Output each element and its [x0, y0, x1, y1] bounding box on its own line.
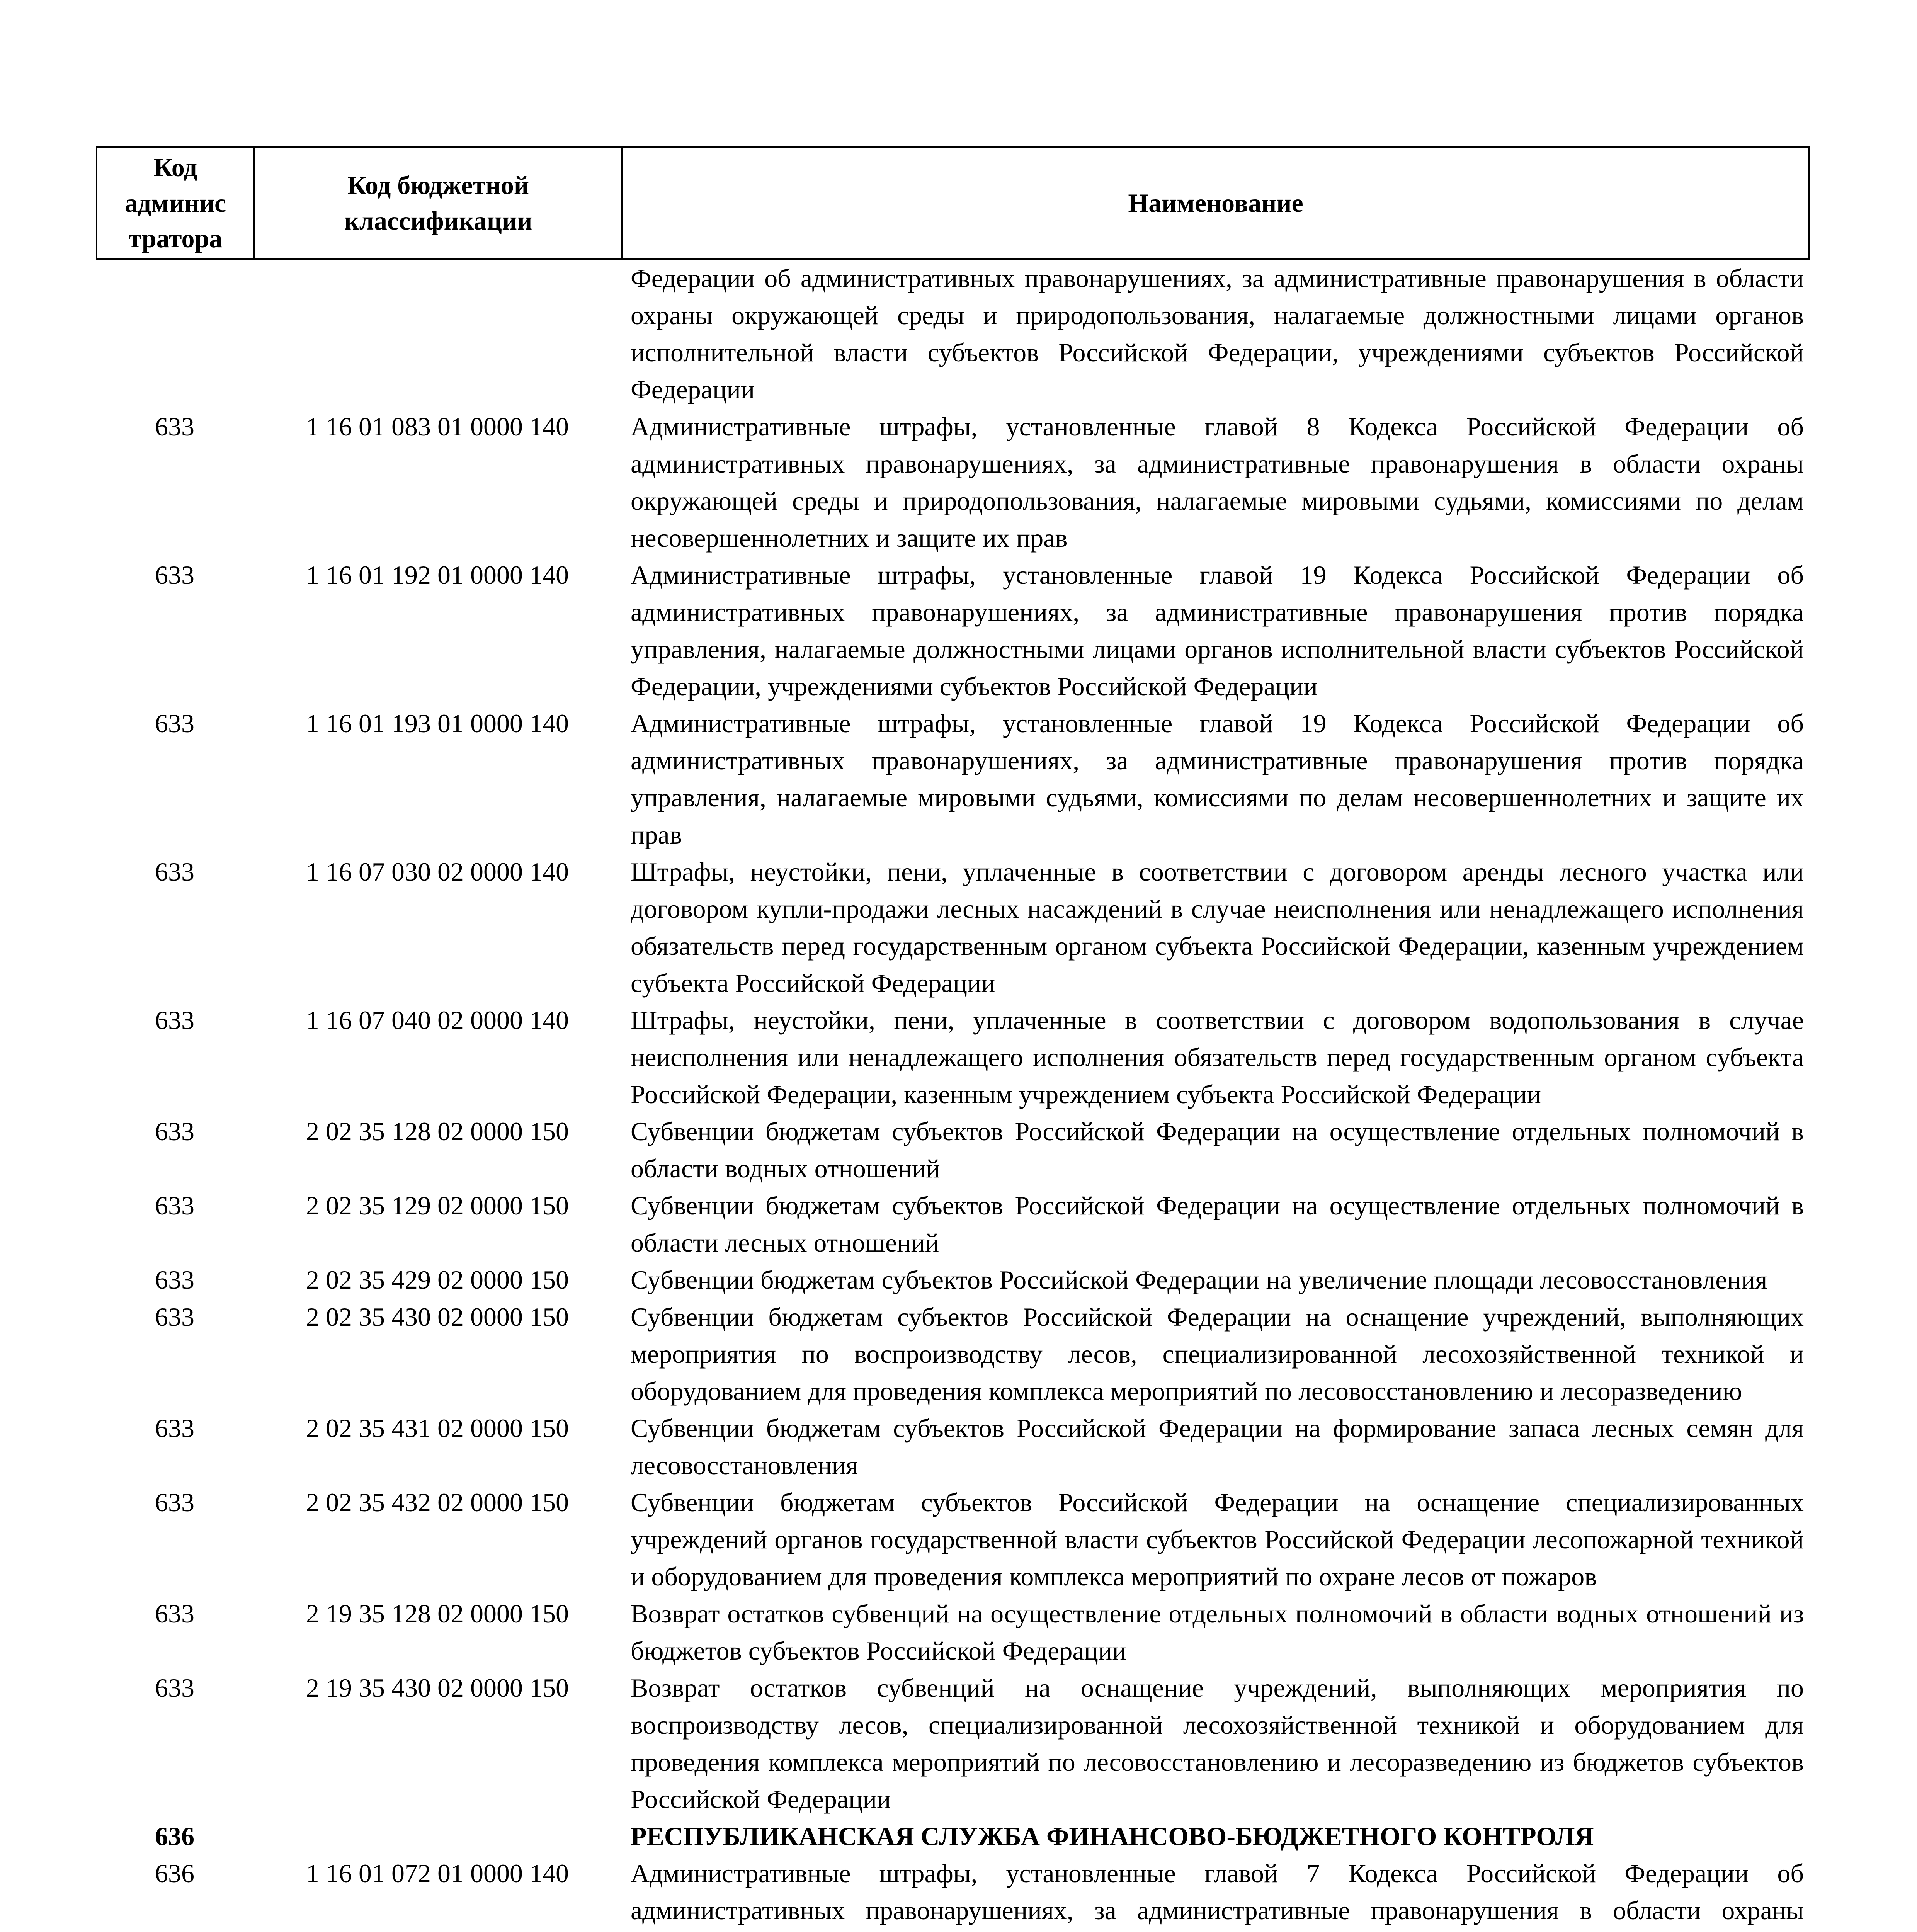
- table-row: [96, 1484, 1810, 1595]
- table-row: [96, 1298, 1810, 1410]
- table-row: [96, 1410, 1810, 1484]
- admin-code-cell: 633: [155, 1005, 194, 1035]
- table-row: [96, 1855, 1810, 1932]
- admin-code-cell: 633: [155, 709, 194, 738]
- admin-code-cell: 633: [155, 1488, 194, 1517]
- budget-code-cell: 1 16 01 193 01 0000 140: [306, 709, 569, 738]
- name-cell: Субвенции бюджетам субъектов Российской Федерации на формирование запаса лесных семян для лесовосстановления: [631, 1413, 1804, 1480]
- table-row: [96, 705, 1810, 853]
- admin-code-cell: 633: [155, 1413, 194, 1443]
- name-cell: Административные штрафы, установленные главой 8 Кодекса Российской Федерации об административных правонарушениях, за административные правонарушения в области охраны окружающей среды и природопользования, налагаемые мировыми судьями, комиссиями по делам несовершеннолетних и защите их прав: [631, 412, 1804, 553]
- table-row: [96, 1669, 1810, 1818]
- admin-code-cell: 633: [155, 1191, 194, 1220]
- name-cell: Административные штрафы, установленные главой 7 Кодекса Российской Федерации об административных правонарушениях, за административные правонарушения в области охраны: [631, 1859, 1804, 1925]
- name-cell: Административные штрафы, установленные главой 19 Кодекса Российской Федерации об административных правонарушениях, за административные правонарушения против порядка управления, налагаемые должностными лицами органов исполнительной власти субъектов Российской Федерации, учреждениями субъектов Российской Федерации: [631, 560, 1804, 701]
- budget-code-cell: 1 16 07 030 02 0000 140: [306, 857, 569, 886]
- header-admin-code: Код админис тратора: [96, 148, 253, 258]
- table-row: [96, 1261, 1810, 1298]
- table-row: [96, 1595, 1810, 1669]
- admin-code-cell: 633: [155, 412, 194, 441]
- name-cell: Административные штрафы, установленные главой 19 Кодекса Российской Федерации об административных правонарушениях, за административные правонарушения против порядка управления, налагаемые мировыми судьями, комиссиями по делам несовершеннолетних и защите их прав: [631, 709, 1804, 849]
- name-cell: Субвенции бюджетам субъектов Российской Федерации на увеличение площади лесовосстановления: [631, 1265, 1767, 1294]
- budget-code-cell: 2 19 35 128 02 0000 150: [306, 1599, 569, 1628]
- name-cell: Штрафы, неустойки, пени, уплаченные в соответствии с договором аренды лесного участка или договором купли-продажи лесных насаждений в случае неисполнения или ненадлежащего исполнения обязательств перед государственным органом субъекта Российской Федерации, казенным учреждением субъекта Российской Федерации: [631, 857, 1804, 998]
- admin-code-cell: 636: [155, 1859, 194, 1888]
- admin-code-cell: 633: [155, 857, 194, 886]
- budget-code-cell: 1 16 07 040 02 0000 140: [306, 1005, 569, 1035]
- budget-code-cell: 2 02 35 429 02 0000 150: [306, 1265, 569, 1294]
- admin-code-cell: 633: [155, 1265, 194, 1294]
- name-cell: Субвенции бюджетам субъектов Российской Федерации на осуществление отдельных полномочий в области водных отношений: [631, 1117, 1804, 1183]
- budget-code-cell: 2 02 35 430 02 0000 150: [306, 1302, 569, 1332]
- admin-code-cell: 633: [155, 1599, 194, 1628]
- budget-code-cell: 1 16 01 072 01 0000 140: [306, 1859, 569, 1888]
- name-cell: Возврат остатков субвенций на осуществление отдельных полномочий в области водных отношений из бюджетов субъектов Российской Федерации: [631, 1599, 1804, 1665]
- name-cell: Субвенции бюджетам субъектов Российской Федерации на оснащение учреждений, выполняющих мероприятия по воспроизводству лесов, специализированной лесохозяйственной техникой и оборудованием для проведения комплекса мероприятий по лесовосстановлению и лесоразведению: [631, 1302, 1804, 1406]
- header-budget-code: Код бюджетной классификации: [253, 148, 621, 258]
- budget-code-cell: 2 02 35 432 02 0000 150: [306, 1488, 569, 1517]
- table-row: [96, 260, 1810, 408]
- budget-code-cell: [253, 260, 621, 408]
- table-row: [96, 1002, 1810, 1113]
- table-body: [96, 260, 1810, 1932]
- budget-classification-table: [96, 146, 1810, 1932]
- budget-code-cell: 2 02 35 128 02 0000 150: [306, 1117, 569, 1146]
- budget-code-cell: [253, 1818, 621, 1855]
- table-row: [96, 408, 1810, 556]
- budget-code-cell: 2 02 35 431 02 0000 150: [306, 1413, 569, 1443]
- table-row: [96, 1818, 1810, 1855]
- admin-code-cell: [96, 260, 253, 408]
- name-cell: Возврат остатков субвенций на оснащение учреждений, выполняющих мероприятия по воспроизводству лесов, специализированной лесохозяйственной техникой и оборудованием для проведения комплекса мероприятий по лесовосстановлению и лесоразведению из бюджетов субъектов Российской Федерации: [631, 1673, 1804, 1814]
- table-header: [96, 146, 1810, 260]
- name-cell: Субвенции бюджетам субъектов Российской Федерации на оснащение специализированных учреждений органов государственной власти субъектов Российской Федерации лесопожарной техникой и оборудованием для проведения комплекса мероприятий по охране лесов от пожаров: [631, 1488, 1804, 1591]
- budget-code-cell: 2 19 35 430 02 0000 150: [306, 1673, 569, 1702]
- table-row: [96, 1113, 1810, 1187]
- name-cell: РЕСПУБЛИКАНСКАЯ СЛУЖБА ФИНАНСОВО-БЮДЖЕТНОГО КОНТРОЛЯ: [631, 1821, 1594, 1851]
- admin-code-cell: 633: [155, 560, 194, 590]
- admin-code-cell: 636: [155, 1821, 194, 1851]
- name-cell: Штрафы, неустойки, пени, уплаченные в соответствии с договором водопользования в случае неисполнения или ненадлежащего исполнения обязательств перед государственным органом субъекта Российской Федерации, казенным учреждением субъекта Российской Федерации: [631, 1005, 1804, 1109]
- table-row: [96, 556, 1810, 705]
- budget-code-cell: 1 16 01 192 01 0000 140: [306, 560, 569, 590]
- table-row: [96, 853, 1810, 1002]
- budget-code-cell: 1 16 01 083 01 0000 140: [306, 412, 569, 441]
- budget-code-cell: 2 02 35 129 02 0000 150: [306, 1191, 569, 1220]
- name-cell: Федерации об административных правонарушениях, за административные правонарушения в области охраны окружающей среды и природопользования, налагаемые должностными лицами органов исполнительной власти субъектов Российской Федерации, учреждениями субъектов Российской Федерации: [631, 264, 1804, 404]
- header-name: Наименование: [621, 148, 1810, 258]
- admin-code-cell: 633: [155, 1302, 194, 1332]
- admin-code-cell: 633: [155, 1673, 194, 1702]
- table-row: [96, 1187, 1810, 1261]
- name-cell: Субвенции бюджетам субъектов Российской Федерации на осуществление отдельных полномочий в области лесных отношений: [631, 1191, 1804, 1257]
- admin-code-cell: 633: [155, 1117, 194, 1146]
